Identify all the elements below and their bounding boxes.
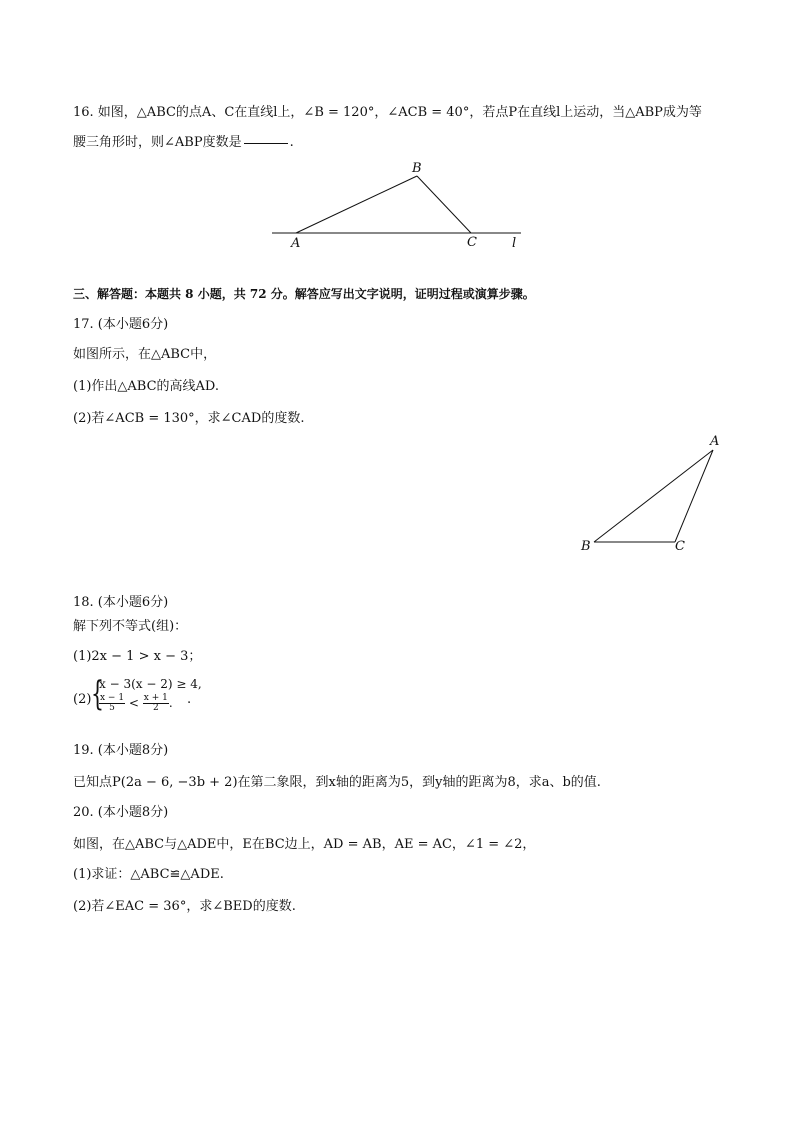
q20-part2: (2)若∠EAC = 36°，求∠BED的度数.: [73, 899, 296, 914]
q18-part2-label: (2): [73, 692, 92, 707]
q17-title: 17. (本小题6分): [73, 317, 169, 332]
fraction-1: [99, 694, 125, 713]
q16-line2-text: 腰三角形时，则∠ABP度数是: [73, 135, 242, 150]
fraction-2-denominator: 2: [152, 703, 159, 713]
q16-label-a: A: [291, 236, 301, 251]
q17-part2: (2)若∠ACB = 130°，求∠CAD的度数.: [73, 411, 305, 426]
fraction-2-numerator: x + 1: [143, 693, 168, 703]
q20-part1: (1)求证：△ABC≌△ADE.: [73, 867, 224, 882]
system-row-2-end: .: [168, 696, 173, 710]
q17-label-c: C: [675, 539, 685, 554]
q18-part2-end: .: [187, 692, 192, 707]
q18-intro: 解下列不等式(组)：: [73, 619, 188, 634]
q17-segment-ca: [675, 450, 713, 542]
fraction-1-denominator: 5: [109, 703, 115, 713]
q20-intro: 如图，在△ABC与△ADE中，E在BC边上，AD = AB，AE = AC，∠1 = ∠2，: [73, 837, 536, 852]
fraction-2: [143, 694, 169, 713]
q17-intro: 如图所示，在△ABC中，: [73, 347, 217, 362]
system-row-2: [99, 694, 173, 713]
fraction-1-numerator: x − 1: [100, 693, 125, 703]
q19-title: 19. (本小题8分): [73, 743, 169, 758]
system-row-1: x − 3(x − 2) ≥ 4,: [99, 677, 202, 691]
q16-label-c: C: [467, 235, 477, 250]
q16-label-l: l: [512, 236, 517, 251]
q17-part1: (1)作出△ABC的高线AD.: [73, 379, 220, 394]
q20-title: 20. (本小题8分): [73, 805, 169, 820]
q16-label-b: B: [412, 161, 422, 176]
q19-body: 已知点P(2a − 6, −3b + 2)在第二象限，到x轴的距离为5，到y轴的距离为8，求a、b的值.: [73, 775, 601, 790]
q16-segment-ab: [296, 176, 417, 233]
q16-segment-bc: [417, 176, 471, 233]
q16-line1: 16. 如图，△ABC的点A、C在直线l上，∠B = 120°，∠ACB = 40°，若点P在直线l上运动，当△ABP成为等: [73, 105, 702, 120]
q17-segment-ab: [594, 450, 713, 542]
q17-label-a: A: [710, 434, 720, 449]
q16-line2-end: .: [289, 135, 294, 150]
section-heading: 三、解答题：本题共 8 小题，共 72 分。解答应写出文字说明，证明过程或演算步骤。: [73, 287, 535, 301]
q18-part1: (1)2x − 1 > x − 3；: [73, 649, 202, 664]
system-brace: {: [91, 674, 104, 714]
q17-label-b: B: [581, 539, 591, 554]
q18-title: 18. (本小题6分): [73, 595, 169, 610]
system-relation: <: [128, 696, 139, 710]
